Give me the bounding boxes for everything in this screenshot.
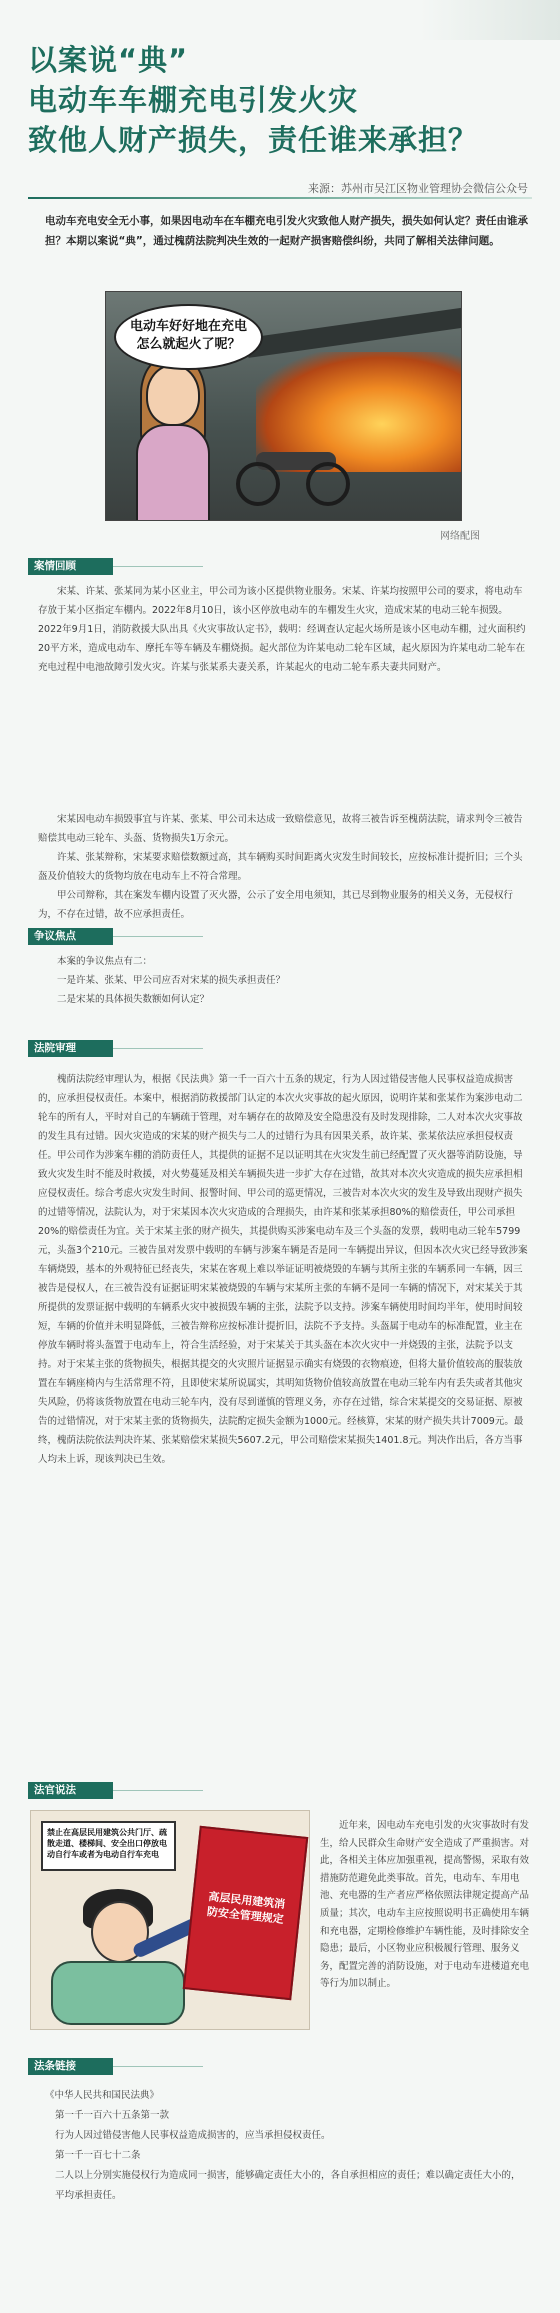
dispute-paragraph-3: 二是宋某的具体损失数额如何认定？ bbox=[57, 994, 210, 1005]
bubble-line-1: 电动车好好地在充电 bbox=[129, 319, 247, 334]
intro-paragraph: 电动车充电安全无小事，如果因电动车在车棚充电引发火灾致他人财产损失，损失如何认定？责任由谁承担？本期以案说“典”，通过槐荫法院判决生效的一起财产损害赔偿纠纷，共同了解相关法律问题。 bbox=[45, 215, 528, 247]
dispute-paragraph-1: 本案的争议焦点有二： bbox=[57, 956, 153, 967]
image-caption: 网络配图 bbox=[440, 531, 480, 542]
fire-safety-cartoon bbox=[30, 1810, 310, 2030]
comment-body bbox=[320, 1817, 532, 1993]
case-paragraph-2: 宋某因电动车损毁事宜与许某、张某、甲公司未达成一致赔偿意见，故将三被告诉至槐荫法院，请求判令三被告赔偿其电动三轮车、头盔、货物损失1万余元。 bbox=[38, 814, 523, 844]
bubble-line-2: 怎么就起火了呢？ bbox=[136, 337, 241, 352]
statute-line-5: 二人以上分别实施侵权行为造成同一损害，能够确定责任大小的，各自承担相应的责任；难以确定责任大小的，平均承担责任。 bbox=[55, 2170, 521, 2201]
regulation-book-title: 高层民用建筑消防安全管理规定 bbox=[206, 1890, 286, 1926]
regulation-book bbox=[183, 1826, 309, 2000]
section-label-case: 案情回顾 bbox=[28, 558, 113, 575]
source-line: 来源：苏州市吴江区物业管理协会微信公众号 bbox=[308, 182, 528, 195]
dispute-paragraph-2: 一是许某、张某、甲公司应否对宋某的损失承担责任？ bbox=[57, 975, 286, 986]
statute-line-1: 《中华人民共和国民法典》 bbox=[45, 2090, 160, 2101]
statute-line-3: 行为人因过错侵害他人民事权益造成损害的，应当承担侵权责任。 bbox=[55, 2130, 331, 2141]
section-label-dispute: 争议焦点 bbox=[28, 928, 113, 945]
fire-illustration bbox=[105, 291, 462, 521]
case-paragraph-1: 宋某、许某、张某同为某小区业主，甲公司为该小区提供物业服务。宋某、许某均按照甲公司的要求，将电动车存放于某小区指定车棚内。2022年8月10日，该小区停放电动车的车棚发生火灾，造成宋某的电动三轮车损毁。2022年9月1日，消防救援大队出具《火灾事故认定书》，载明：经调查认定起火场所是该小区电动车棚，过火面积约20平方米，造成电动车、摩托车等车辆及车棚烧损。起火部位为许某电动二轮车区域，起火原因为许某电动二轮车在充电过程中电池故障引发火灾。许某与张某系夫妻关系，许某起火的电动二轮车系夫妻共同财产。 bbox=[38, 586, 526, 673]
case-paragraph-3: 许某、张某辩称，宋某要求赔偿数额过高，其车辆购买时间距离火灾发生时间较长，应按标准计提折旧；三个头盔及价值较大的货物均放在电动车上不符合常理。 bbox=[38, 852, 523, 882]
scooter-graphic bbox=[51, 1961, 185, 2025]
reasoning-paragraph: 槐荫法院经审理认为，根据《民法典》第一千一百六十五条的规定，行为人因过错侵害他人民事权益造成损害的，应承担侵权责任。本案中，根据消防救援部门认定的本次火灾事故的起火原因，说明许某和张某作为案涉电动二轮车的所有人，平时对自己的车辆疏于管理，对车辆存在的故障及安全隐患没有及时发现排除，二人对本次火灾事故的发生具有过错。因火灾造成的宋某的财产损失与二人的过错行为具有因果关系，故许某、张某依法应承担侵权责任。甲公司作为涉案车棚的消防责任人，其提供的证据不足以证明其在火灾发生前已经配置了灭火器等消防设施，导致火灾发生时不能及时救援，对火势蔓延及相关车辆损失进一步扩大存在过错，故其对本次火灾造成的损失应承担相应侵权责任。综合考虑火灾发生时间、报警时间、甲公司的巡更情况，三被告对本次火灾的发生及导致出现财产损失的过错等情况，法院认为，对于宋某因本次火灾造成的合理损失，由许某和张某承担80%的赔偿责任，甲公司承担20%的赔偿责任为宜。关于宋某主张的财产损失，其提供购买涉案电动车及三个头盔的发票，载明电动三轮车5799元，头盔3个210元。三被告虽对发票中载明的车辆与涉案车辆是否是同一车辆提出异议，但因本次火灾已经导致涉案车辆烧毁，基本的外观特征已经丧失，宋某在客观上难以举证证明被烧毁的车辆与其所主张的车辆系同一车辆，因三被告是侵权人，在三被告没有证据证明宋某被烧毁的车辆与宋某所主张的车辆不是同一车辆的情况下，对宋某关于其所提供的发票证据中载明的车辆系火灾中被损毁车辆的主张，法院予以支持。涉案车辆使用时间均半年，使用时间较短，车辆的价值并未明显降低，三被告辩称应按标准计提折旧，法院不予支持。头盔属于电动车的标准配置，业主在停放车辆时将头盔置于电动车上，符合生活经验，对于宋某关于其头盔在本次火灾中一并烧毁的主张，法院予以支持。对于宋某主张的货物损失，根据其提交的火灾照片证据显示确实有烧毁的衣物痕迹，但将大量价值较高的服装放置在车辆座椅内与生活常理不符，且即使宋某所说属实，其明知货物价值较高放置在电动三轮车内有丢失或者其他灾失风险，仍将该货物放置在电动三轮车内，没有尽到谨慎的管理义务，亦存在过错，综合宋某提交的交易证据、原被告的过错情况，对于宋某主张的货物损失，法院酌定损失金额为1000元。经核算，宋某的财产损失共计7009元。最终，槐荫法院依法判决许某、张某赔偿宋某损失5607.2元，甲公司赔偿宋某损失1401.8元。判决作出后，各方当事人均未上诉，现该判决已生效。 bbox=[38, 1074, 528, 1465]
no-charging-sign: 禁止在高层民用建筑公共门厅、疏散走道、楼梯间、安全出口停放电动自行车或者为电动自行车充电 bbox=[41, 1821, 176, 1871]
e-bike-graphic bbox=[236, 442, 346, 502]
case-body bbox=[38, 582, 528, 677]
reasoning-body bbox=[38, 1070, 528, 1469]
girl-figure bbox=[146, 364, 200, 426]
statute-body bbox=[45, 2086, 528, 2206]
case-body-2 bbox=[38, 810, 528, 924]
statute-line-4: 第一千一百七十二条 bbox=[55, 2150, 141, 2161]
article-title bbox=[28, 40, 540, 160]
header-decoration bbox=[420, 0, 560, 40]
title-line-2: 电动车车棚充电引发火灾 bbox=[28, 83, 359, 117]
title-line-1: 以案说“典” bbox=[28, 43, 189, 77]
section-label-statute: 法条链接 bbox=[28, 2058, 113, 2075]
dispute-body bbox=[38, 952, 528, 1009]
comment-paragraph: 近年来，因电动车充电引发的火灾事故时有发生，给人民群众生命财产安全造成了严重损害。对此，各相关主体应加强重视，提高警惕，采取有效措施防范避免此类事故。首先，电动车、车用电池、充电器的生产者应严格依照法律规定提高产品质量；其次，电动车主应按照说明书正确使用车辆和充电器，定期检修维护车辆性能，及时排除安全隐患；最后，小区物业应积极履行管理、服务义务，配置完善的消防设施，对于电动车进楼道充电等行为加以制止。 bbox=[320, 1820, 530, 1990]
case-paragraph-4: 甲公司辩称，其在案发车棚内设置了灭火器，公示了安全用电须知，其已尽到物业服务的相关义务，无侵权行为，不存在过错，故不应承担责任。 bbox=[38, 890, 514, 920]
title-divider bbox=[28, 197, 532, 199]
statute-line-2: 第一千一百六十五条第一款 bbox=[55, 2110, 170, 2121]
title-line-3: 致他人财产损失，责任谁来承担？ bbox=[28, 123, 479, 157]
section-label-reasoning: 法院审理 bbox=[28, 1040, 113, 1057]
speech-bubble bbox=[114, 304, 263, 370]
section-label-comment: 法官说法 bbox=[28, 1782, 113, 1799]
